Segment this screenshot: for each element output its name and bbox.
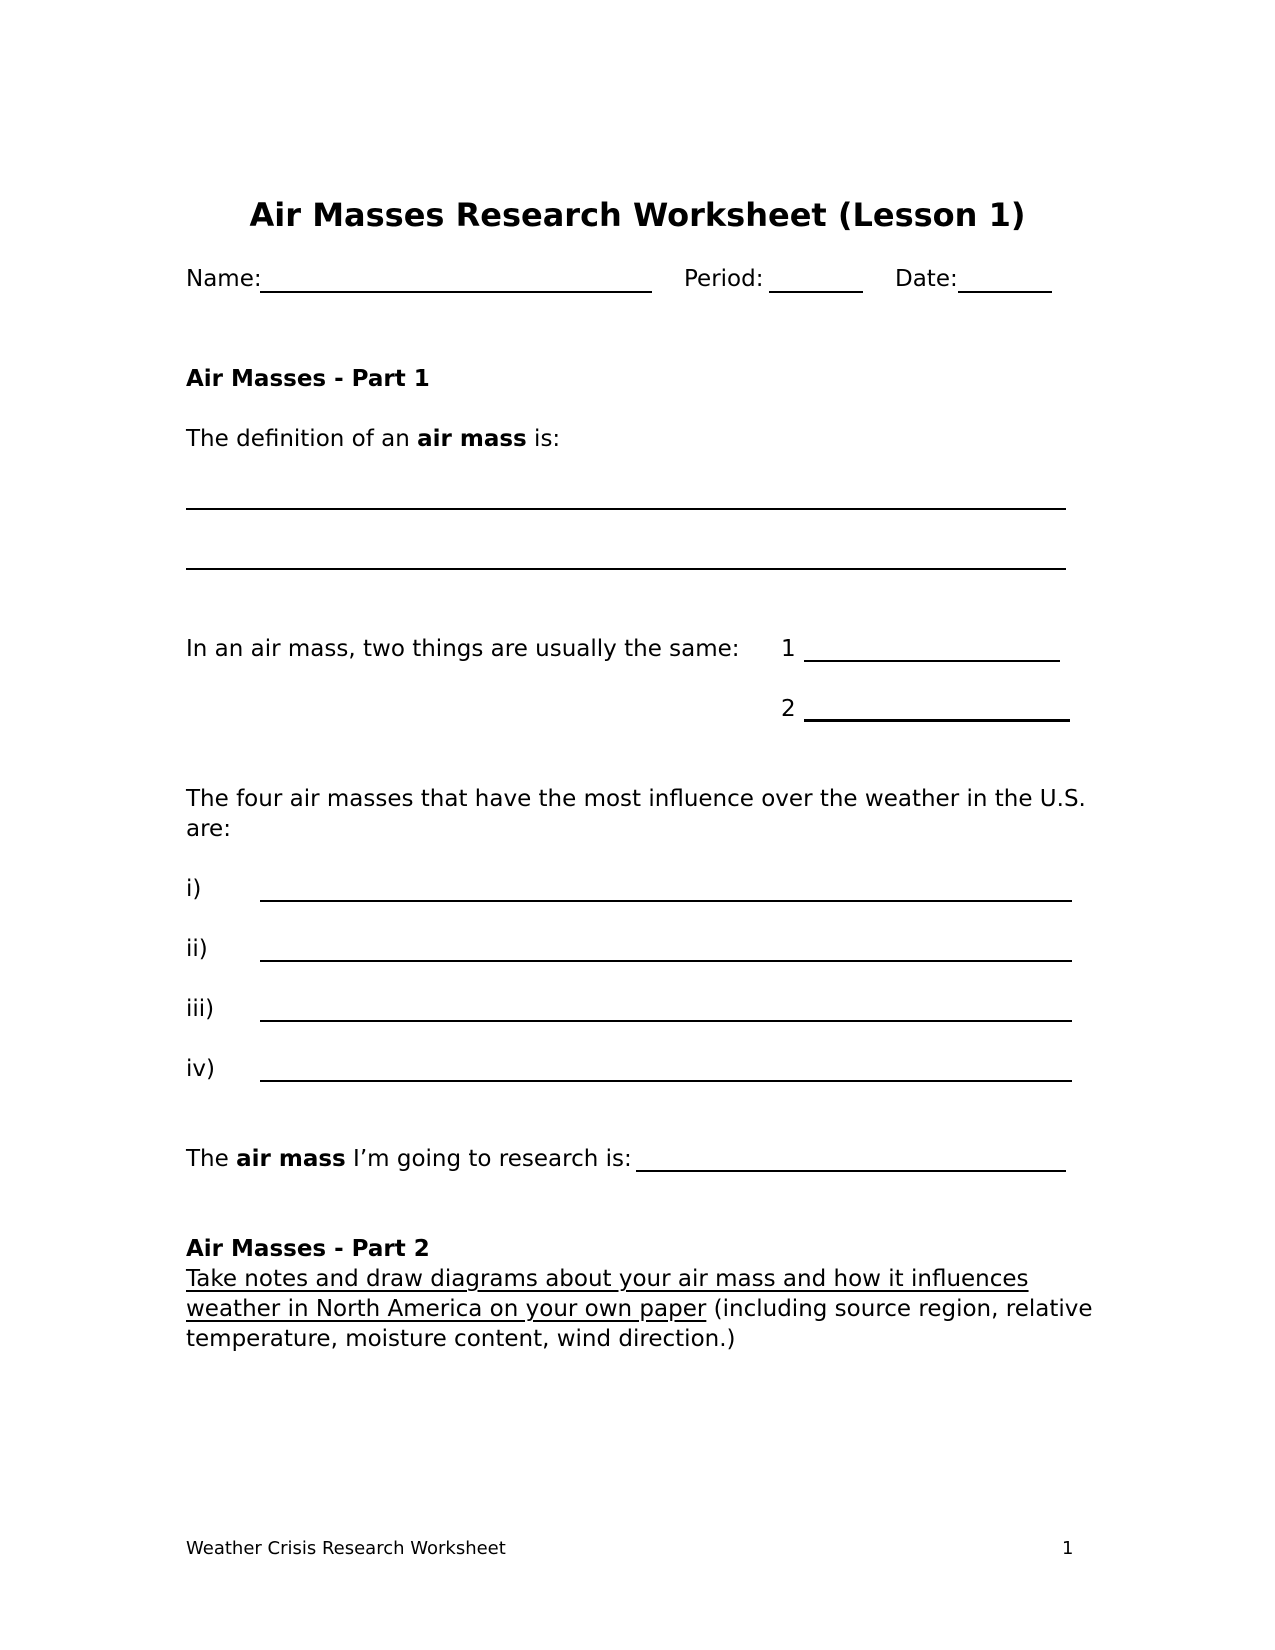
same-thing-number-1: 1 — [781, 636, 796, 662]
four-masses-label-2: ii) — [186, 936, 208, 962]
part2-instruction-line3: temperature, moisture content, wind direction.) — [186, 1326, 736, 1352]
four-masses-answer-2[interactable] — [260, 960, 1072, 962]
part2-instruction-underlined-2: weather in North America on your own paper — [186, 1296, 707, 1322]
same-thing-answer-1[interactable] — [804, 660, 1060, 662]
four-masses-answer-4[interactable] — [260, 1080, 1072, 1082]
same-thing-answer-2[interactable] — [804, 719, 1070, 722]
research-answer-line[interactable] — [636, 1170, 1066, 1172]
four-masses-answer-3[interactable] — [260, 1020, 1072, 1022]
definition-bold: air mass — [417, 426, 527, 452]
research-suffix: I’m going to research is: — [345, 1146, 632, 1172]
part2-instruction-line2 — [186, 1294, 1093, 1324]
four-masses-answer-1[interactable] — [260, 900, 1072, 902]
name-field[interactable] — [260, 291, 652, 293]
part2-heading: Air Masses - Part 2 — [186, 1236, 430, 1262]
same-thing-number-2: 2 — [781, 696, 796, 722]
four-masses-label-4: iv) — [186, 1056, 215, 1082]
part1-heading: Air Masses - Part 1 — [186, 366, 430, 392]
research-prompt — [186, 1144, 632, 1174]
definition-answer-line-2[interactable] — [186, 568, 1066, 570]
period-field[interactable] — [769, 291, 863, 293]
four-masses-prompt-line1: The four air masses that have the most influence over the weather in the U.S. — [186, 786, 1086, 812]
same-things-prompt: In an air mass, two things are usually the same: — [186, 636, 740, 662]
research-bold: air mass — [236, 1146, 346, 1172]
date-field[interactable] — [958, 291, 1052, 293]
definition-suffix: is: — [526, 426, 561, 452]
definition-answer-line-1[interactable] — [186, 508, 1066, 510]
part2-instruction-underlined-1: Take notes and draw diagrams about your air mass and how it influences — [186, 1266, 1029, 1292]
name-label: Name: — [186, 266, 262, 292]
period-label: Period: — [684, 266, 764, 292]
page-title: Air Masses Research Worksheet (Lesson 1) — [249, 196, 1026, 234]
date-label: Date: — [895, 266, 958, 292]
four-masses-label-1: i) — [186, 876, 202, 902]
four-masses-label-3: iii) — [186, 996, 215, 1022]
four-masses-prompt-line2: are: — [186, 816, 231, 842]
definition-prefix: The definition of an — [186, 426, 418, 452]
part2-instruction-rest: (including source region, relative — [706, 1296, 1093, 1322]
research-prefix: The — [186, 1146, 237, 1172]
page-number: 1 — [1062, 1538, 1074, 1559]
part2-instruction-line1 — [186, 1264, 1029, 1294]
definition-prompt — [186, 424, 560, 454]
footer-title: Weather Crisis Research Worksheet — [186, 1538, 506, 1559]
